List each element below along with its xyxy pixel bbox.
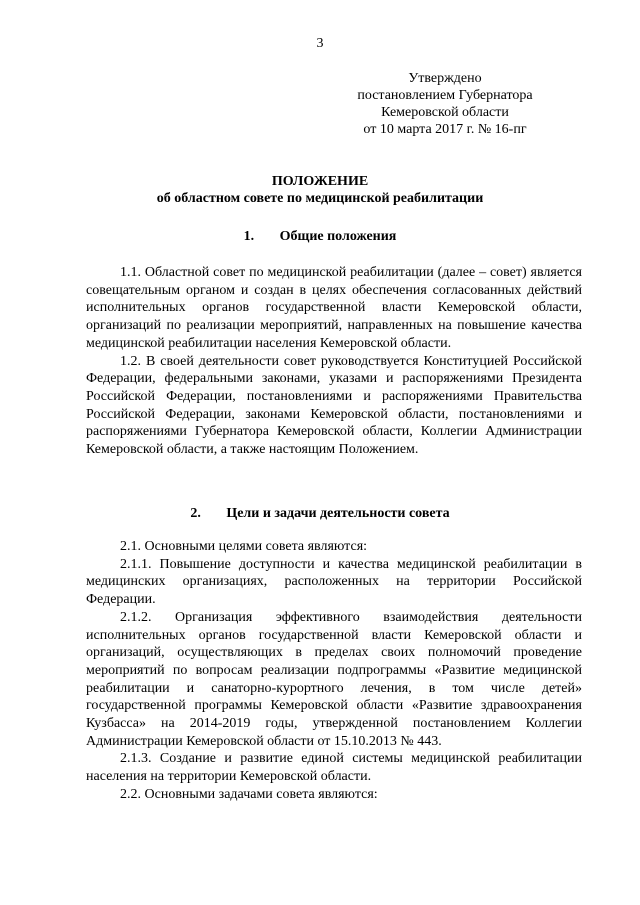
- approval-line-date: от 10 марта 2017 г. № 16-пг: [363, 122, 527, 137]
- paragraph-2-1-2: 2.1.2. Организация эффективного взаимодействия деятельности исполнительных органов государственной власти Кемеровской области и организаций, осуществляющих в пределах своих полномочий проведение мероприятий по вопросам реализации подпрограммы «Развитие медицинской реабилитации и санаторно-курортного лечения, в том числе детей» государственной программы Кемеровской области «Развитие здравоохранения Кузбасса» на 2014-2019 годы, утвержденной постановлением Коллегии Администрации Кемеровской области от 15.10.2013 № 443.: [86, 609, 582, 749]
- approval-stamp: [350, 70, 540, 138]
- document-title: [0, 173, 640, 207]
- section-number: 2.: [190, 506, 201, 521]
- page-number: 3: [316, 36, 324, 51]
- section-title: Общие положения: [279, 229, 397, 244]
- approval-line-region: Кемеровской области: [381, 105, 509, 120]
- paragraph-2-1: 2.1. Основными целями совета являются:: [120, 539, 368, 554]
- section-goals-and-tasks: [86, 538, 582, 804]
- paragraph-1-2: 1.2. В своей деятельности совет руководствуется Конституцией Российской Федерации, федеральными законами, указами и распоряжениями Президента Российской Федерации, постановлениями и распоряжениями Правительства Российской Федерации, законами Кемеровской области, постановлениями и распоряжениями Губернатора Кемеровской области, Коллегии Администрации Кемеровской области, а также настоящим Положением.: [86, 353, 582, 458]
- approval-line-decree: постановлением Губернатора: [357, 88, 533, 103]
- section-heading-general: [0, 228, 640, 245]
- document-title-main: ПОЛОЖЕНИЕ: [271, 174, 369, 189]
- paragraph-2-2: 2.2. Основными задачами совета являются:: [120, 786, 378, 802]
- document-title-sub: об областном совете по медицинской реабилитации: [156, 191, 484, 206]
- section-number: 1.: [243, 229, 255, 244]
- paragraph-2-1-1: 2.1.1. Повышение доступности и качества медицинской реабилитации в медицинских организациях, расположенных на территории Российской Федерации.: [86, 556, 582, 608]
- approval-line-approved: Утверждено: [408, 71, 482, 86]
- section-general-provisions: [86, 264, 582, 459]
- section-heading-goals: [0, 505, 640, 522]
- paragraph-2-1-3: 2.1.3. Создание и развитие единой системы медицинской реабилитации населения на территории Кемеровской области.: [86, 751, 582, 785]
- paragraph-1-1: 1.1. Областной совет по медицинской реабилитации (далее – совет) является совещательным органом и создан в целях обеспечения согласованных действий исполнительных органов государственной власти Кемеровской области, организаций по реализации мероприятий, направленных на повышение качества медицинской реабилитации населения Кемеровской области.: [86, 265, 582, 351]
- section-title: Цели и задачи деятельности совета: [226, 506, 450, 521]
